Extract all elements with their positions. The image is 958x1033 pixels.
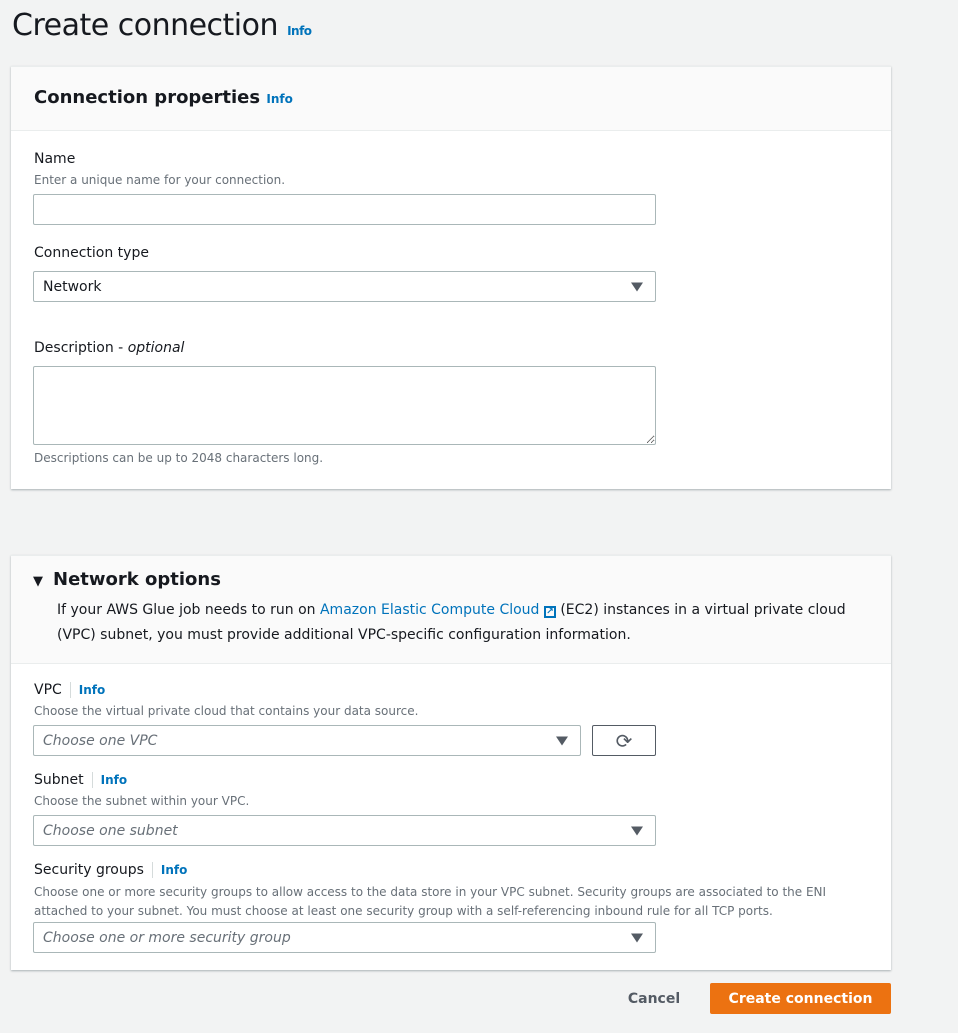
vpc-description: Choose the virtual private cloud that contains your data source. <box>34 704 419 718</box>
description-label <box>34 340 184 356</box>
security-placeholder: Choose one or more security group <box>43 929 291 946</box>
vpc-info-link[interactable]: Info <box>78 683 106 697</box>
label-text: VPC <box>34 682 62 698</box>
heading-text: Network options <box>53 569 221 590</box>
connection-type-value: Network <box>43 278 102 295</box>
create-connection-button[interactable]: Create connection <box>710 983 891 1014</box>
panel-heading <box>34 87 293 108</box>
subnet-label <box>34 772 127 788</box>
properties-info-link[interactable]: Info <box>266 92 293 106</box>
network-intro <box>57 598 857 648</box>
description-textarea[interactable] <box>33 366 656 445</box>
security-groups-label <box>34 862 187 878</box>
network-options-panel <box>11 555 891 970</box>
divider <box>70 682 71 698</box>
subnet-select[interactable] <box>33 815 656 846</box>
refresh-vpc-button[interactable] <box>592 725 656 756</box>
description-label-text: Description <box>34 340 114 356</box>
vpc-select[interactable] <box>33 725 581 756</box>
panel-header <box>11 67 891 131</box>
caret-down-icon: ▼ <box>33 574 43 589</box>
page-info-link[interactable]: Info <box>287 24 312 38</box>
subnet-description: Choose the subnet within your VPC. <box>34 794 250 808</box>
name-description: Enter a unique name for your connection. <box>34 173 286 187</box>
connection-type-select[interactable] <box>33 271 656 302</box>
divider <box>152 862 153 878</box>
heading-text: Connection properties <box>34 87 261 108</box>
intro-text: (EC2) instances in a virtual private cloud (VPC) subnet, you must provide additional VPC-specific configuration information. <box>57 602 846 643</box>
intro-text: If your AWS Glue job needs to run on <box>57 602 320 618</box>
cancel-button[interactable]: Cancel <box>612 984 696 1014</box>
subnet-placeholder: Choose one subnet <box>43 822 178 839</box>
label-text: Security groups <box>34 862 144 878</box>
page-title <box>12 8 312 43</box>
separator: - <box>113 340 128 356</box>
name-label: Name <box>34 151 76 167</box>
vpc-label <box>34 682 105 698</box>
external-link-icon: ↗ <box>544 606 556 618</box>
security-info-link[interactable]: Info <box>160 863 188 877</box>
caret-down-icon <box>631 933 643 942</box>
panel-header <box>11 556 891 664</box>
network-options-toggle[interactable] <box>33 569 221 590</box>
link-text: Amazon Elastic Compute Cloud <box>319 602 540 618</box>
ec2-link[interactable] <box>320 602 556 618</box>
description-hint: Descriptions can be up to 2048 characters long. <box>34 451 324 465</box>
vpc-placeholder: Choose one VPC <box>43 732 158 749</box>
connection-type-label: Connection type <box>34 245 149 261</box>
optional-tag: optional <box>127 340 185 356</box>
connection-properties-panel <box>11 66 891 489</box>
name-input[interactable] <box>33 194 656 225</box>
label-text: Subnet <box>34 772 84 788</box>
divider <box>92 772 93 788</box>
caret-down-icon <box>631 282 643 291</box>
refresh-icon: ⟳ <box>615 728 633 753</box>
security-groups-select[interactable] <box>33 922 656 953</box>
security-groups-description: Choose one or more security groups to allow access to the data store in your VPC subnet. Security groups are associated to the ENI attached to your subnet. You must choose at least one security group with a self-referencing inbound rule for all TCP ports. <box>34 885 827 918</box>
subnet-info-link[interactable]: Info <box>100 773 128 787</box>
caret-down-icon <box>556 736 568 745</box>
caret-down-icon <box>631 826 643 835</box>
page-title-text: Create connection <box>12 8 279 43</box>
